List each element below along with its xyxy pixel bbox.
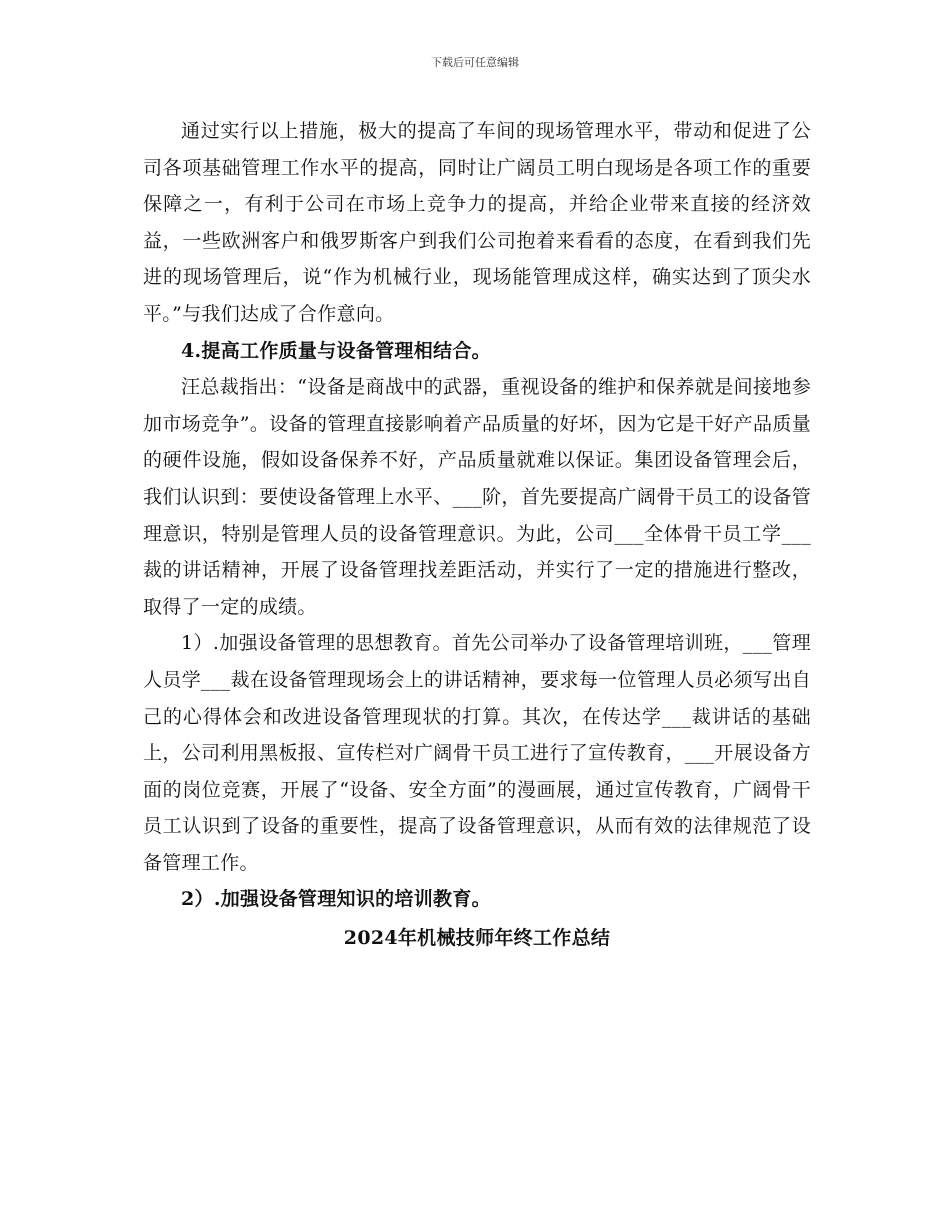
document-title: 2024年机械技师年终工作总结 — [343, 927, 611, 950]
paragraph-equipment-management: 汪总裁指出：“设备是商战中的武器，重视设备的维护和保养就是间接地参加市场竞争”。设备的管理直接影响着产品质量的好坏，因为它是干好产品质量的硬件设施，假如设备保养不好，产品质量就难以保证。集团设备管理会后，我们认识到：要使设备管理上水平、___阶，首先要提高广阔骨干员工的设备管理意识，特别是管理人员的设备管理意识。为此，公司___全体骨干员工学___裁的讲话精神，开展了设备管理找差距活动，并实行了一定的措施进行整改，取得了一定的成绩。 — [143, 376, 811, 618]
page-header: 下载后可任意编辑 — [431, 56, 519, 69]
paragraph-ideological-education: 1）.加强设备管理的思想教育。首先公司举办了设备管理培训班，___管理人员学___裁在设备管理现场会上的讲话精神，要求每一位管理人员必须写出自己的心得体会和改进设备管理现状的打算。其次，在传达学___裁讲话的基础上，公司利用黑板报、宣传栏对广阔骨干员工进行了宣传教育，___开展设备方面的岗位竞赛，开展了“设备、安全方面”的漫画展，通过宣传教育，广阔骨干员工认识到了设备的重要性，提高了设备管理意识，从而有效的法律规范了设备管理工作。 — [143, 632, 811, 874]
document-body — [143, 113, 811, 956]
paragraph-site-management: 通过实行以上措施，极大的提高了车间的现场管理水平，带动和促进了公司各项基础管理工作水平的提高，同时让广阔员工明白现场是各项工作的重要保障之一，有利于公司在市场上竞争力的提高，并给企业带来直接的经济效益，一些欧洲客户和俄罗斯客户到我们公司抱着来看看的态度，在看到我们先进的现场管理后，说“作为机械行业，现场能管理成这样，确实达到了顶尖水平。”与我们达成了合作意向。 — [143, 120, 811, 325]
subsection-heading-2: 2）.加强设备管理知识的培训教育。 — [181, 888, 491, 911]
section-heading-4: 4.提高工作质量与设备管理相结合。 — [181, 339, 491, 362]
